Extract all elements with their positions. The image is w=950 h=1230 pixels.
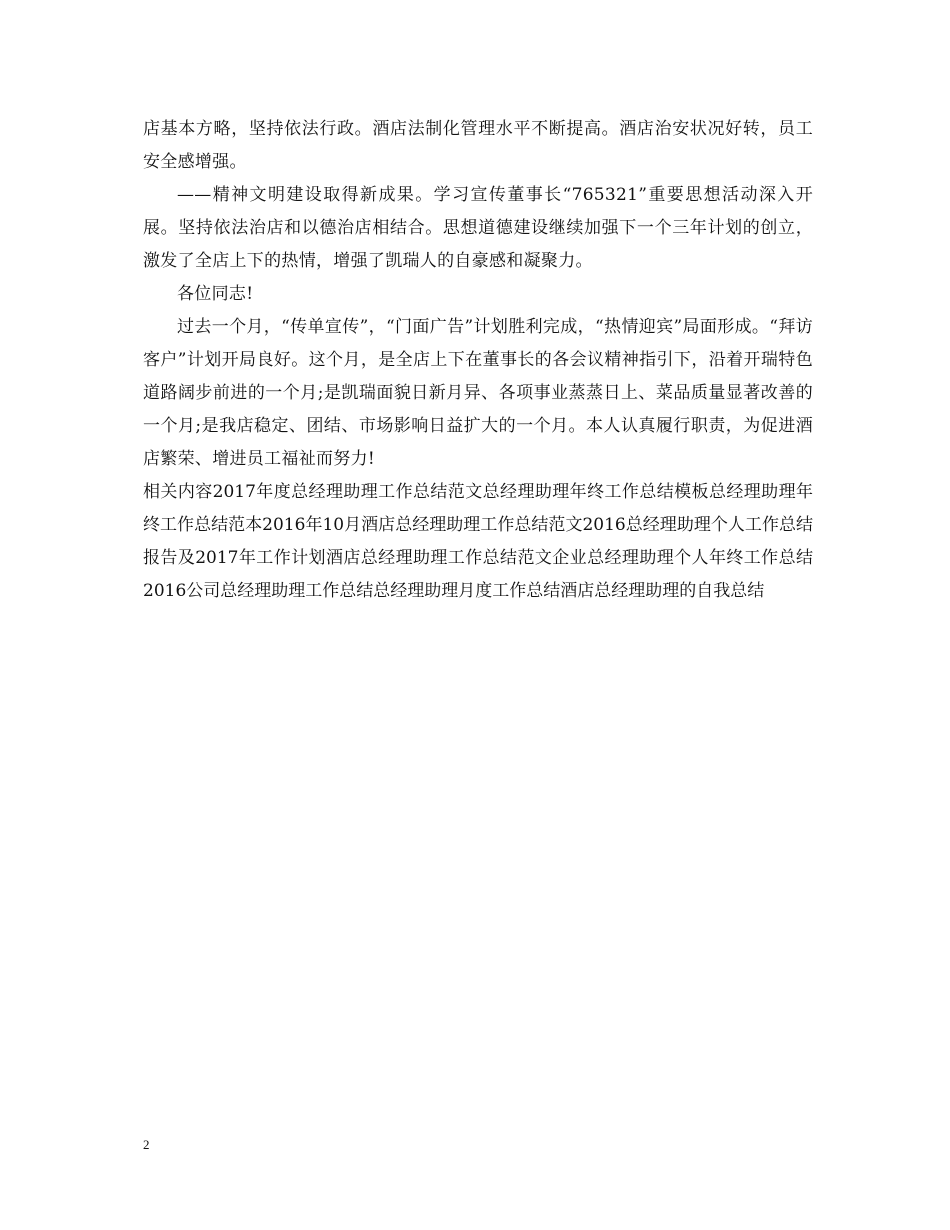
related-content: 相关内容2017年度总经理助理工作总结范文总经理助理年终工作总结模板总经理助理年终工作总结范本2016年10月酒店总经理助理工作总结范文2016总经理助理个人工作总结报告及2017年工作计划酒店总经理助理工作总结范文企业总经理助理个人年终工作总结2016公司总经理助理工作总结总经理助理月度工作总结酒店总经理助理的自我总结 xyxy=(143,482,813,601)
document-body xyxy=(143,113,813,608)
paragraph-legal-management: 店基本方略，坚持依法行政。酒店法制化管理水平不断提高。酒店治安状况好转，员工安全感增强。 xyxy=(143,119,813,172)
paragraph-salutation: 各位同志! xyxy=(177,284,254,304)
page-number: 2 xyxy=(143,1137,150,1152)
paragraph-monthly-review: 过去一个月，“传单宣传”，“门面广告”计划胜利完成，“热情迎宾”局面形成。“拜访客户”计划开局良好。这个月，是全店上下在董事长的各会议精神指引下，沿着开瑞特色道路阔步前进的一个月;是凯瑞面貌日新月异、各项事业蒸蒸日上、菜品质量显著改善的一个月;是我店稳定、团结、市场影响日益扩大的一个月。本人认真履行职责，为促进酒店繁荣、增进员工福祉而努力! xyxy=(143,317,813,469)
paragraph-spiritual-civilization: ——精神文明建设取得新成果。学习宣传董事长“765321”重要思想活动深入开展。坚持依法治店和以德治店相结合。思想道德建设继续加强下一个三年计划的创立，激发了全店上下的热情，增强了凯瑞人的自豪感和凝聚力。 xyxy=(143,185,813,271)
